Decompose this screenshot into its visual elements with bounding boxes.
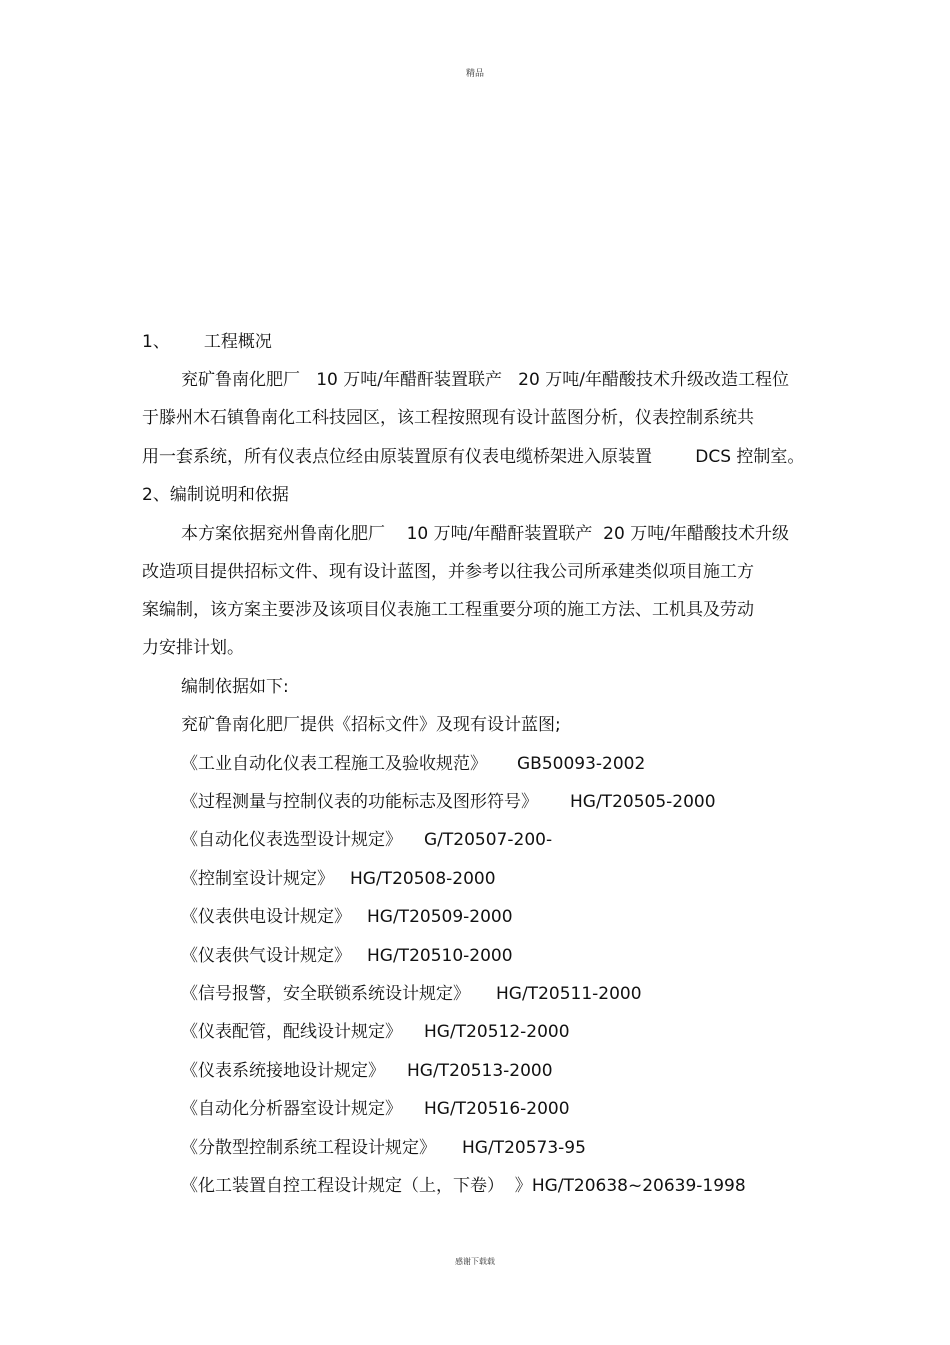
page-footer: 感谢下载载 xyxy=(455,1257,495,1266)
reference-item xyxy=(181,868,496,890)
reference-name: 《信号报警，安全联锁系统设计规定》 xyxy=(181,984,470,1004)
reference-code: HG/T20509-2000 xyxy=(367,907,513,927)
reference-name: 《仪表供气设计规定》 xyxy=(181,946,351,966)
reference-item xyxy=(181,1060,553,1082)
reference-name: 《过程测量与控制仪表的功能标志及图形符号》 xyxy=(181,792,538,812)
reference-code: HG/T20516-2000 xyxy=(424,1099,570,1119)
reference-name: 《仪表供电设计规定》 xyxy=(181,907,351,927)
reference-name: 《自动化仪表选型设计规定》 xyxy=(181,830,402,850)
reference-item xyxy=(181,829,552,851)
reference-name: 《分散型控制系统工程设计规定》 xyxy=(181,1138,436,1158)
basis-first-item: 兖矿鲁南化肥厂提供《招标文件》及现有设计蓝图; xyxy=(181,715,561,735)
reference-code: HG/T20508-2000 xyxy=(350,869,496,889)
paragraph-line: 本方案依据兖州鲁南化肥厂 10 万吨/年醋酐装置联产 20 万吨/年醋酸技术升级 xyxy=(181,524,789,544)
reference-name: 《工业自动化仪表工程施工及验收规范》 xyxy=(181,754,487,774)
reference-code: HG/T20513-2000 xyxy=(407,1061,553,1081)
reference-name: 《自动化分析器室设计规定》 xyxy=(181,1099,402,1119)
paragraph-line: 力安排计划。 xyxy=(142,638,244,658)
reference-code: HG/T20512-2000 xyxy=(424,1022,570,1042)
reference-item xyxy=(181,753,645,775)
reference-code: G/T20507-200- xyxy=(424,830,553,850)
reference-code: HG/T20505-2000 xyxy=(570,792,716,812)
reference-name: 《化工装置自控工程设计规定（上，下卷） 》 xyxy=(181,1176,532,1196)
paragraph-line: 改造项目提供招标文件、现有设计蓝图，并参考以往我公司所承建类似项目施工方 xyxy=(142,562,754,582)
section-number: 2、 xyxy=(142,485,170,505)
paragraph-line: 案编制，该方案主要涉及该项目仪表施工工程重要分项的施工方法、工机具及劳动 xyxy=(142,600,754,620)
basis-intro: 编制依据如下: xyxy=(181,677,289,697)
reference-item xyxy=(181,906,513,928)
paragraph-line: 用一套系统，所有仪表点位经由原装置原有仪表电缆桥架进入原装置 DCS 控制室。 xyxy=(142,447,805,467)
paragraph-line: 兖矿鲁南化肥厂 10 万吨/年醋酐装置联产 20 万吨/年醋酸技术升级改造工程位 xyxy=(181,370,789,390)
reference-item xyxy=(181,1098,570,1120)
reference-name: 《控制室设计规定》 xyxy=(181,869,334,889)
section-2-heading xyxy=(142,484,289,506)
reference-code: GB50093-2002 xyxy=(517,754,646,774)
reference-item xyxy=(181,1175,746,1197)
section-title: 工程概况 xyxy=(203,332,272,352)
reference-item xyxy=(181,791,716,813)
section-1-heading xyxy=(142,331,272,353)
section-number: 1、 xyxy=(142,332,170,352)
reference-item xyxy=(181,983,642,1005)
reference-code: HG/T20510-2000 xyxy=(367,946,513,966)
reference-item xyxy=(181,945,513,967)
paragraph-line: 于滕州木石镇鲁南化工科技园区，该工程按照现有设计蓝图分析，仪表控制系统共 xyxy=(142,408,754,428)
reference-name: 《仪表系统接地设计规定》 xyxy=(181,1061,385,1081)
reference-code: HG/T20511-2000 xyxy=(496,984,642,1004)
reference-item xyxy=(181,1137,586,1159)
reference-item xyxy=(181,1021,570,1043)
reference-code: HG/T20573-95 xyxy=(462,1138,586,1158)
reference-name: 《仪表配管，配线设计规定》 xyxy=(181,1022,402,1042)
page-header: 精品 xyxy=(465,69,484,79)
section-title: 编制说明和依据 xyxy=(169,485,289,505)
reference-code: HG/T20638~20639-1998 xyxy=(531,1176,746,1196)
